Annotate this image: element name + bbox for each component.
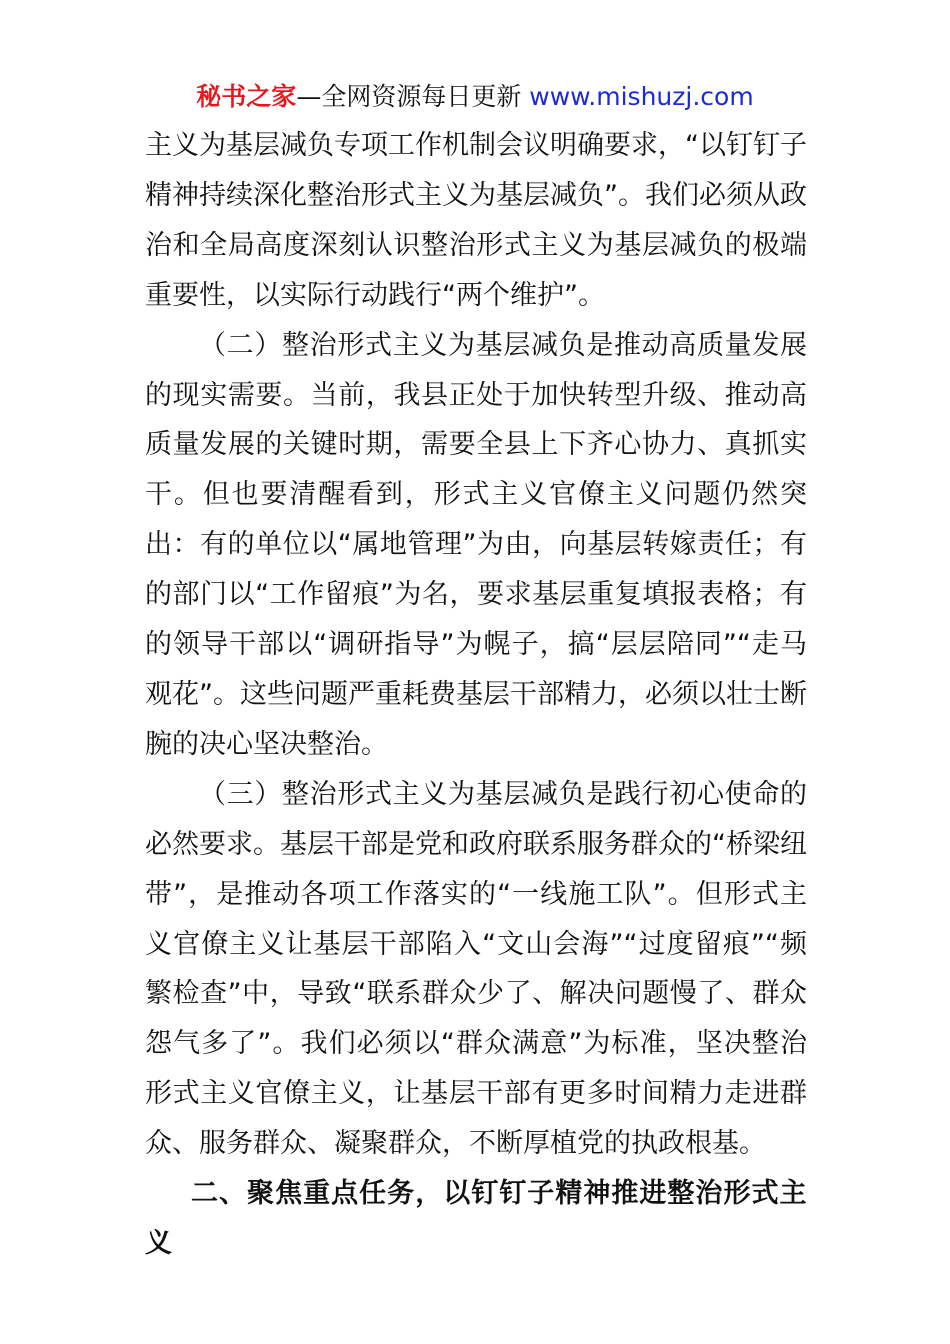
paragraph-point-two: （二）整治形式主义为基层减负是推动高质量发展的现实需要。当前，我县正处于加快转型升级、推动高质量发展的关键时期，需要全县上下齐心协力、真抓实干。但也要清醒看到，形式主义官僚主义问题仍然突出：有的单位以“属地管理”为由，向基层转嫁责任；有的部门以“工作留痕”为名，要求基层重复填报表格；有的领导干部以“调研指导”为幌子，搞“层层陪同”“走马观花”。这些问题严重耗费基层干部精力，必须以壮士断腕的决心坚决整治。: [145, 329, 807, 760]
paragraph-continued: 主义为基层减负专项工作机制会议明确要求，“以钉钉子精神持续深化整治形式主义为基层减负”。我们必须从政治和全局高度深刻认识整治形式主义为基层减负的极端重要性，以实际行动践行“两个维护”。: [145, 130, 807, 311]
section-heading-two: 二、聚焦重点任务，以钉钉子精神推进整治形式主义: [145, 1178, 807, 1259]
document-body: [145, 121, 807, 1269]
site-url-link[interactable]: www.mishuzj.com: [529, 82, 754, 111]
paragraph-point-three: （三）整治形式主义为基层减负是践行初心使命的必然要求。基层干部是党和政府联系服务群众的“桥梁纽带”，是推动各项工作落实的“一线施工队”。但形式主义官僚主义让基层干部陷入“文山会海”“过度留痕”“频繁检查”中，导致“联系群众少了、解决问题慢了、群众怨气多了”。我们必须以“群众满意”为标准，坚决整治形式主义官僚主义，让基层干部有更多时间精力走进群众、服务群众、凝聚群众，不断厚植党的执政根基。: [145, 778, 807, 1160]
site-header: [0, 80, 950, 114]
site-brand: 秘书之家: [196, 82, 297, 111]
site-tagline: —全网资源每日更新: [296, 82, 530, 111]
